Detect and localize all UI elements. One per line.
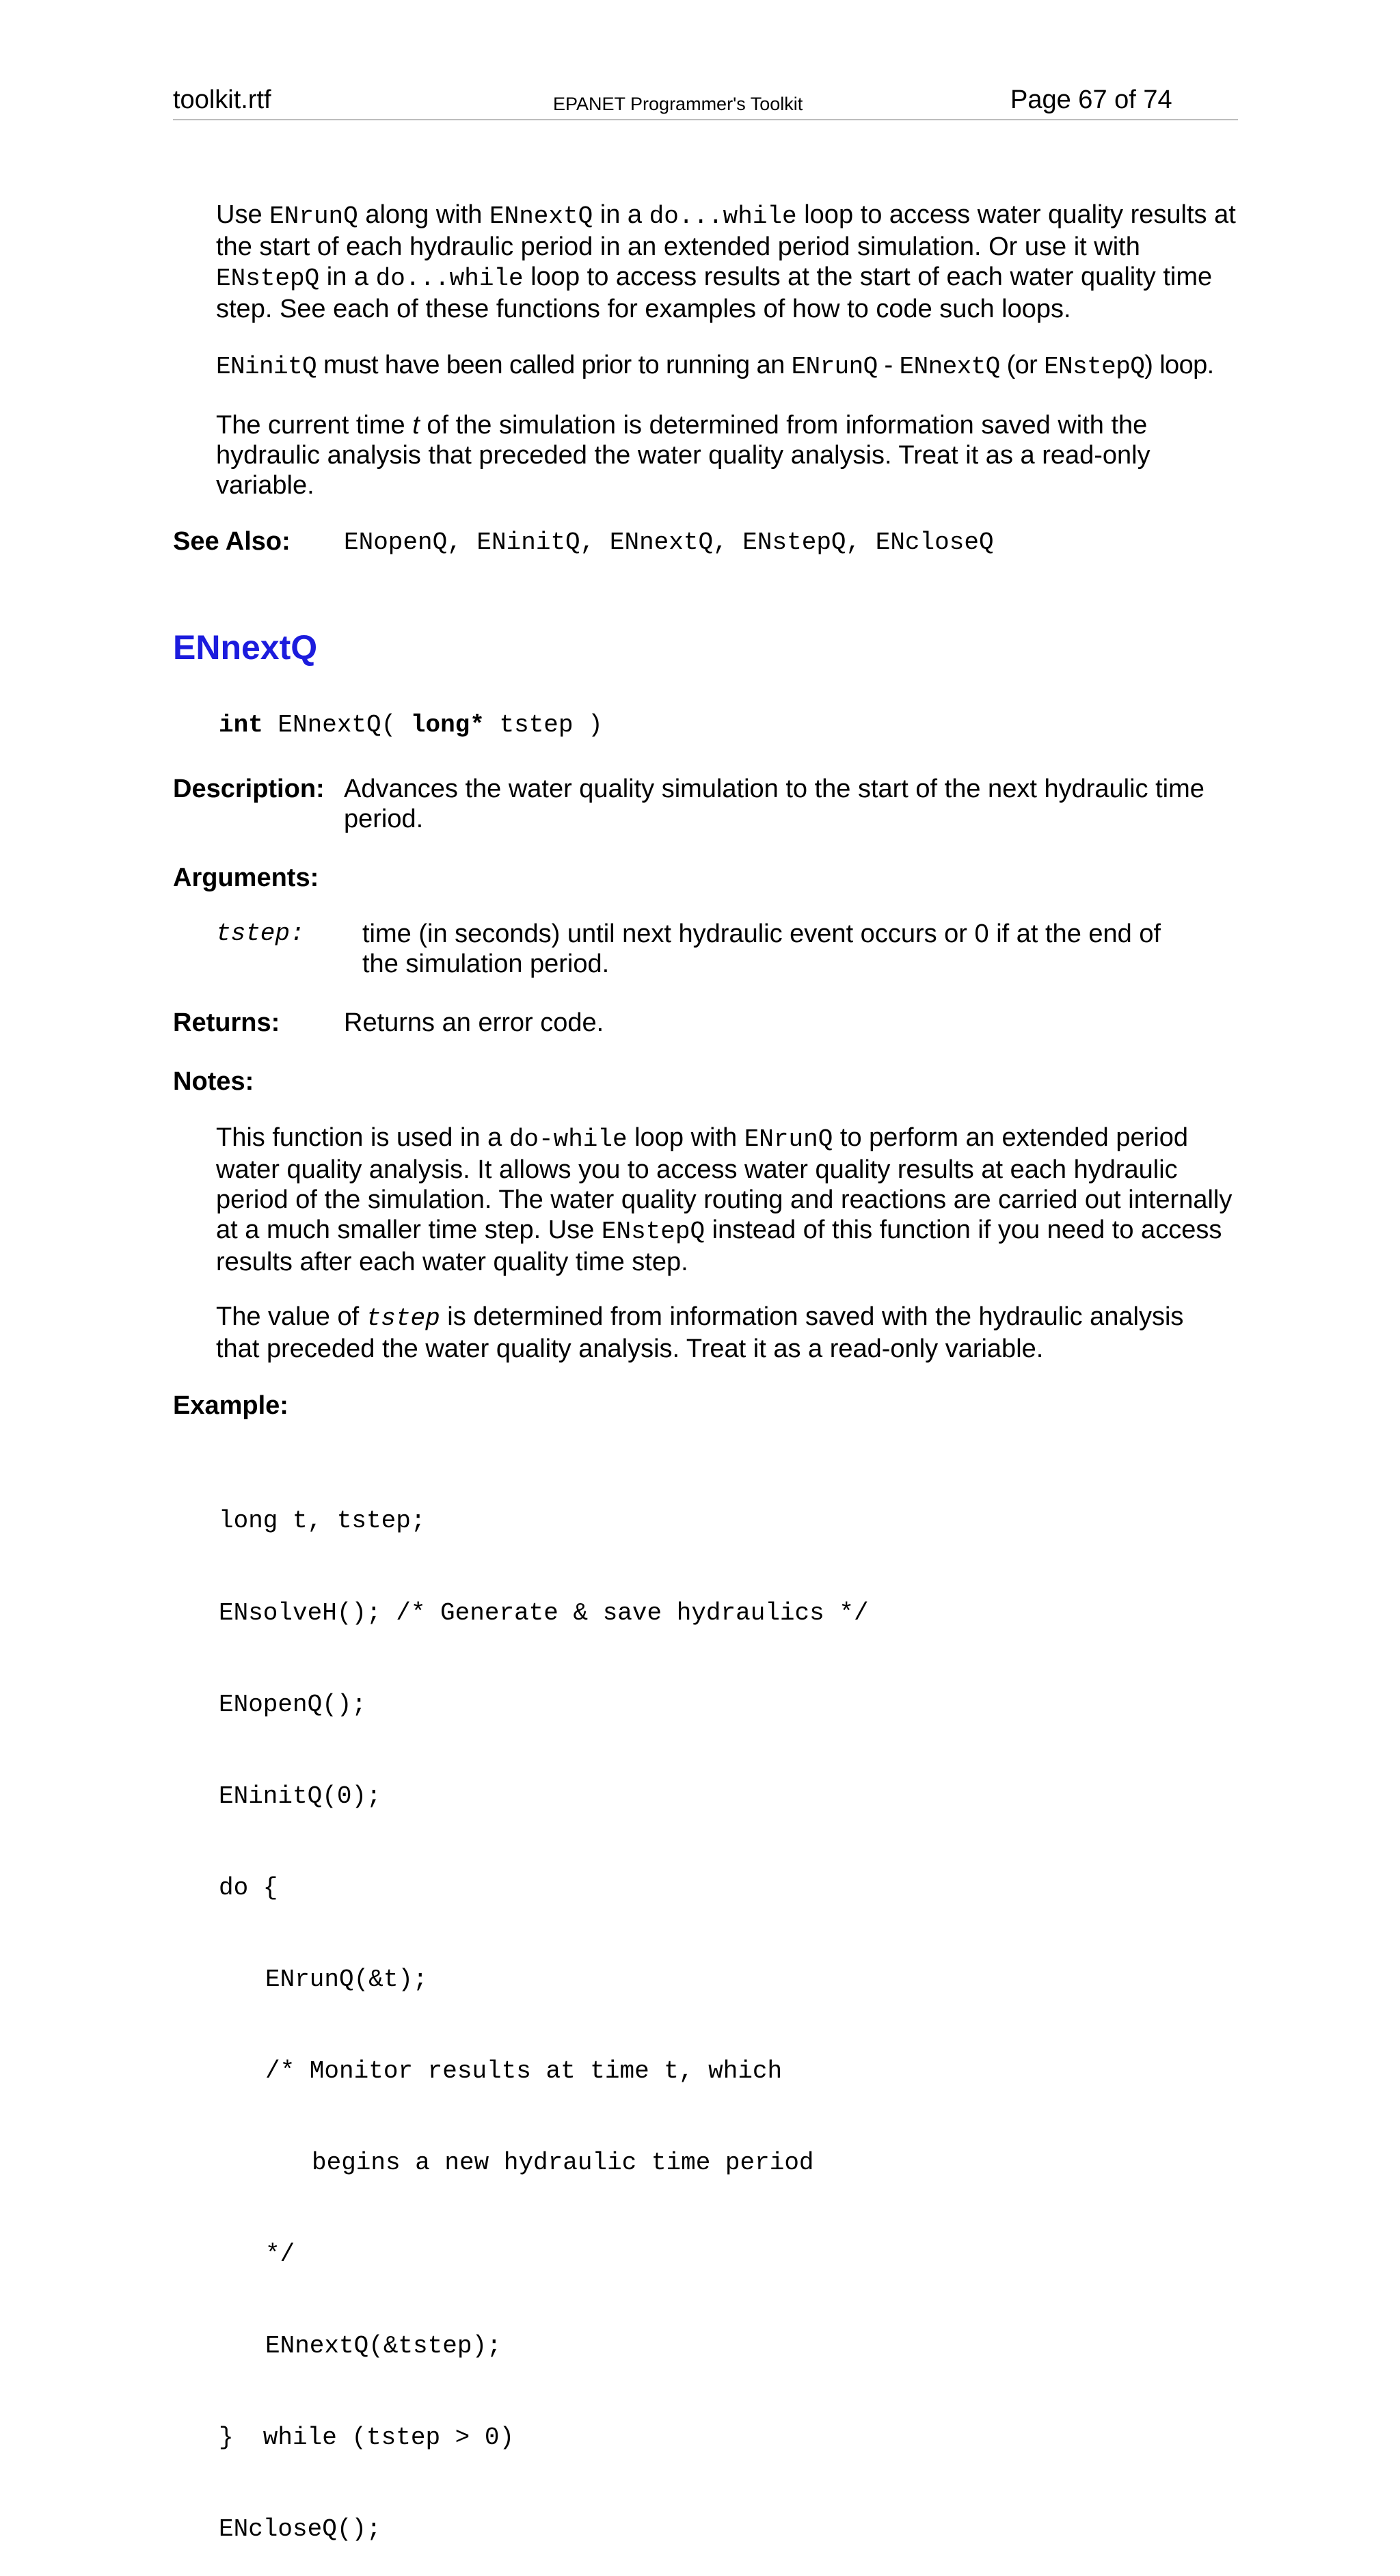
argument-name: tstep:	[216, 920, 305, 948]
function-name: ENnextQ(	[262, 711, 411, 739]
header-page-number: Page 67 of 74	[1010, 85, 1172, 114]
code-run: ENrunQ	[791, 353, 878, 381]
code-run: ENinitQ	[216, 353, 317, 381]
code-run: ENstepQ	[1044, 353, 1145, 381]
code-line: begins a new hydraulic time period	[312, 2149, 814, 2177]
argument-description: time (in seconds) until next hydraulic event occurs or 0 if at the end of the simulation period.	[362, 920, 1161, 978]
text-run: -	[877, 351, 900, 379]
text-run: loop with	[627, 1123, 744, 1152]
text-run: to perform an extended period water quality analysis. It allows you to access water quality results at each hydraulic period of the simulation. The water quality routing and reactions are carried out internally at a much smaller time step. Use	[216, 1123, 1233, 1244]
code-run: ENstepQ	[601, 1218, 705, 1246]
code-run: do-while	[509, 1125, 628, 1153]
code-run: ENnextQ	[899, 353, 1000, 381]
text-run: along with	[358, 200, 489, 229]
notes-paragraph-1	[216, 1123, 1241, 1277]
code-line: do {	[219, 1873, 278, 1902]
returns-label: Returns:	[173, 1008, 280, 1037]
intro-paragraph-1	[216, 200, 1241, 324]
code-run: ENrunQ	[269, 202, 358, 230]
function-prototype	[219, 711, 603, 739]
text-run: The current time	[216, 411, 413, 440]
description-label: Description:	[173, 775, 325, 803]
text-run: loop to access results at the start of each water quality time step. See each of these functions for examples of how to code such loops.	[216, 263, 1213, 323]
page-header	[173, 85, 1238, 120]
code-line: /* Monitor results at time t, which	[265, 2056, 783, 2085]
notes-label: Notes:	[173, 1067, 254, 1096]
text-run: instead of this function if you need to access results after each water quality time step.	[216, 1216, 1222, 1276]
arguments-label: Arguments:	[173, 863, 319, 892]
code-run: tstep	[366, 1304, 440, 1332]
code-line: } while (tstep > 0)	[219, 2424, 515, 2452]
text-run: (or	[999, 351, 1045, 379]
header-doc-title: EPANET Programmer's Toolkit	[553, 94, 803, 114]
code-line: ENinitQ(0);	[219, 1782, 381, 1810]
notes-paragraph-2	[216, 1302, 1228, 1364]
returns-text: Returns an error code.	[344, 1008, 604, 1037]
description-text: Advances the water quality simulation to the start of the next hydraulic time period.	[344, 775, 1204, 833]
text-run: This function is used in a	[216, 1123, 509, 1152]
text-run: is determined from information saved with the hydraulic analysis that preceded the water quality analysis. Treat it as a read-only variable.	[216, 1302, 1184, 1363]
text-run: of the simulation is determined from information saved with the hydraulic analysis that preceded the water quality analysis. Treat it as a read-only variable.	[216, 411, 1150, 500]
code-line: long t, tstep;	[219, 1507, 426, 1535]
code-run: ENnextQ	[489, 202, 593, 230]
code-run: ENrunQ	[744, 1125, 833, 1153]
variable-run: t	[412, 411, 420, 440]
see-also-value: ENopenQ, ENinitQ, ENnextQ, ENstepQ, ENcloseQ	[344, 528, 994, 556]
text-run: ) loop.	[1144, 351, 1214, 379]
keyword-int: int	[219, 711, 263, 739]
function-param: tstep )	[484, 711, 603, 739]
code-example	[219, 1445, 869, 2576]
text-run: must have been called prior to running an	[317, 351, 792, 379]
code-line: ENsolveH(); /* Generate & save hydraulics */	[219, 1598, 869, 1627]
intro-paragraph-2	[216, 350, 1241, 382]
code-line: ENopenQ();	[219, 1690, 367, 1719]
code-line: */	[265, 2240, 295, 2269]
keyword-long: long*	[410, 711, 485, 739]
see-also-label: See Also:	[173, 527, 291, 556]
text-run: Use	[216, 200, 270, 229]
code-line: ENrunQ(&t);	[265, 1965, 428, 1994]
text-run: in a	[319, 263, 376, 291]
text-run: The value of	[216, 1302, 366, 1331]
code-line: ENcloseQ();	[219, 2515, 381, 2544]
text-run: loop to access water quality results at the start of each hydraulic period in an extended period simulation. Or use it with	[216, 200, 1236, 261]
example-label: Example:	[173, 1391, 288, 1420]
code-run: ENstepQ	[216, 265, 320, 293]
intro-paragraph-3	[216, 410, 1194, 500]
text-run: in a	[593, 200, 649, 229]
code-run: do...while	[375, 265, 524, 293]
header-filename: toolkit.rtf	[173, 85, 271, 114]
code-line: ENnextQ(&tstep);	[265, 2332, 502, 2361]
section-title: ENnextQ	[173, 628, 318, 667]
code-run: do...while	[649, 202, 797, 230]
